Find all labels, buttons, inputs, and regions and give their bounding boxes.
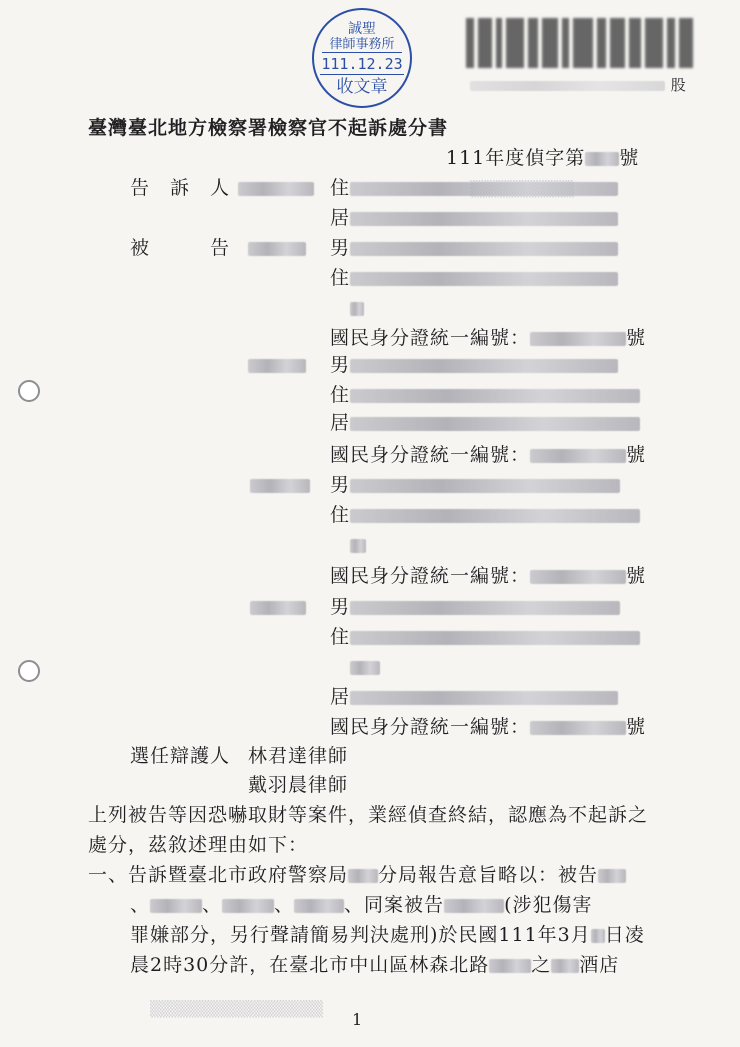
redacted-text (350, 242, 618, 256)
binder-hole-icon (18, 660, 40, 682)
id-number-line (330, 325, 646, 351)
case-prefix: 111年度偵字第 (446, 147, 586, 169)
redacted-text (530, 449, 626, 463)
complainant-label: 告 訴 人 (130, 177, 231, 199)
residence-label: 居 (330, 207, 351, 229)
redacted-text (350, 509, 640, 523)
redacted-text (350, 601, 620, 615)
redacted-text (350, 389, 640, 403)
body-text: 晨2時30分許，在臺北市中山區林森北路 (130, 954, 490, 976)
body-text: (涉犯傷害 (504, 894, 593, 916)
stamp-date: 111.12.23 (321, 55, 403, 73)
document-title: 臺灣臺北地方檢察署檢察官不起訴處分書 (88, 117, 449, 139)
body-text: 分局報告意旨略以：被告 (378, 864, 599, 886)
redacted-text (248, 242, 306, 256)
redacted-text (470, 81, 665, 91)
body-text: 、 (202, 894, 223, 916)
id-label: 國民身分證統一編號： (330, 444, 531, 466)
id-label: 國民身分證統一編號： (330, 327, 531, 349)
redacted-text (444, 899, 504, 913)
redacted-text (598, 869, 626, 883)
redacted-text (350, 359, 618, 373)
page-number: 1 (352, 1010, 363, 1029)
address-label: 住 (330, 267, 351, 289)
body-text: 、 (274, 894, 295, 916)
redacted-text (350, 539, 366, 553)
defendant-sex (330, 472, 620, 498)
stamp-firm-type: 律師事務所 (322, 37, 402, 53)
residence-label: 居 (330, 686, 351, 708)
sex-label: 男 (330, 354, 351, 376)
defendant-address (330, 502, 640, 528)
defendant-residence (330, 410, 640, 436)
redacted-text (350, 212, 618, 226)
bleed-through-mark: ▒▒▒▒▒▒▒▒▒▒▒▒▒▒▒ (150, 1000, 324, 1018)
redacted-text (250, 479, 310, 493)
department-suffix: 股 (670, 76, 687, 94)
body-line (130, 922, 645, 948)
id-suffix: 號 (626, 565, 647, 587)
redacted-text (350, 417, 640, 431)
complainant-name (238, 175, 314, 201)
body-text: 日凌 (604, 924, 645, 946)
address-label: 住 (330, 626, 351, 648)
redacted-text (150, 899, 202, 913)
defendant-sex (330, 594, 620, 620)
address-label: 住 (330, 384, 351, 406)
address-label: 住 (330, 177, 351, 199)
defendant-address (330, 624, 640, 650)
binder-hole-icon (18, 380, 40, 402)
id-number-line (330, 714, 646, 740)
counsel-name-1: 林君達律師 (248, 745, 349, 767)
id-number-line (330, 442, 646, 468)
id-number-line (330, 563, 646, 589)
complainant-address (330, 175, 618, 201)
redacted-text (350, 631, 640, 645)
body-text: 之 (531, 954, 552, 976)
id-suffix: 號 (626, 444, 647, 466)
body-line (130, 952, 619, 978)
defendant-address (330, 265, 618, 291)
sex-label: 男 (330, 596, 351, 618)
redacted-text (250, 601, 306, 615)
redacted-text (248, 359, 306, 373)
redacted-text (585, 152, 619, 166)
stamp-firm-name: 誠聖 (348, 21, 376, 37)
redacted-text (551, 959, 579, 973)
redacted-text (591, 929, 605, 943)
body-text: 、 (130, 894, 151, 916)
defendant-address (330, 382, 640, 408)
body-text: 罪嫌部分，另行聲請簡易判決處刑)於民國111年3月 (130, 924, 591, 946)
redacted-text (348, 869, 378, 883)
defendant-name (248, 352, 306, 378)
redacted-text (489, 959, 531, 973)
counsel-name-2: 戴羽晨律師 (248, 774, 349, 796)
defendant-name (250, 594, 306, 620)
received-stamp (312, 8, 412, 108)
defendant-label: 被 告 (130, 237, 231, 259)
defendant-name (250, 472, 310, 498)
redacted-barcode (466, 18, 696, 68)
body-line: 處分，茲敘述理由如下： (88, 834, 309, 856)
complainant-residence (330, 205, 618, 231)
sex-label: 男 (330, 474, 351, 496)
id-suffix: 號 (626, 716, 647, 738)
redacted-text (222, 899, 274, 913)
address-continuation (350, 532, 366, 558)
defendant-name (248, 235, 306, 261)
body-text: 酒店 (579, 954, 620, 976)
redacted-text (530, 332, 626, 346)
residence-label: 居 (330, 412, 351, 434)
body-line: 上列被告等因恐嚇取財等案件，業經偵查終結，認應為不起訴之 (88, 804, 649, 826)
address-label: 住 (330, 504, 351, 526)
body-line (130, 892, 592, 918)
defendant-sex (330, 235, 618, 261)
redacted-text (350, 302, 364, 316)
address-continuation (350, 654, 380, 680)
body-text: 、同案被告 (344, 894, 445, 916)
body-text: 一、告訴暨臺北市政府警察局 (88, 864, 349, 886)
case-number (446, 145, 639, 171)
redacted-text (530, 721, 626, 735)
redacted-text (350, 661, 380, 675)
body-line (88, 862, 626, 888)
defendant-residence (330, 684, 618, 710)
department-line (470, 72, 687, 98)
redacted-text (350, 691, 618, 705)
redacted-text (530, 570, 626, 584)
case-suffix: 號 (619, 147, 640, 169)
sex-label: 男 (330, 237, 351, 259)
id-label: 國民身分證統一編號： (330, 565, 531, 587)
stamp-label: 收文章 (320, 74, 404, 99)
redacted-text (350, 272, 618, 286)
address-continuation (350, 295, 364, 321)
redacted-text (350, 182, 618, 196)
defendant-sex (330, 352, 618, 378)
id-label: 國民身分證統一編號： (330, 716, 531, 738)
redacted-text (350, 479, 620, 493)
counsel-label: 選任辯護人 (130, 745, 231, 767)
redacted-text (294, 899, 344, 913)
id-suffix: 號 (626, 327, 647, 349)
redacted-text (238, 182, 314, 196)
